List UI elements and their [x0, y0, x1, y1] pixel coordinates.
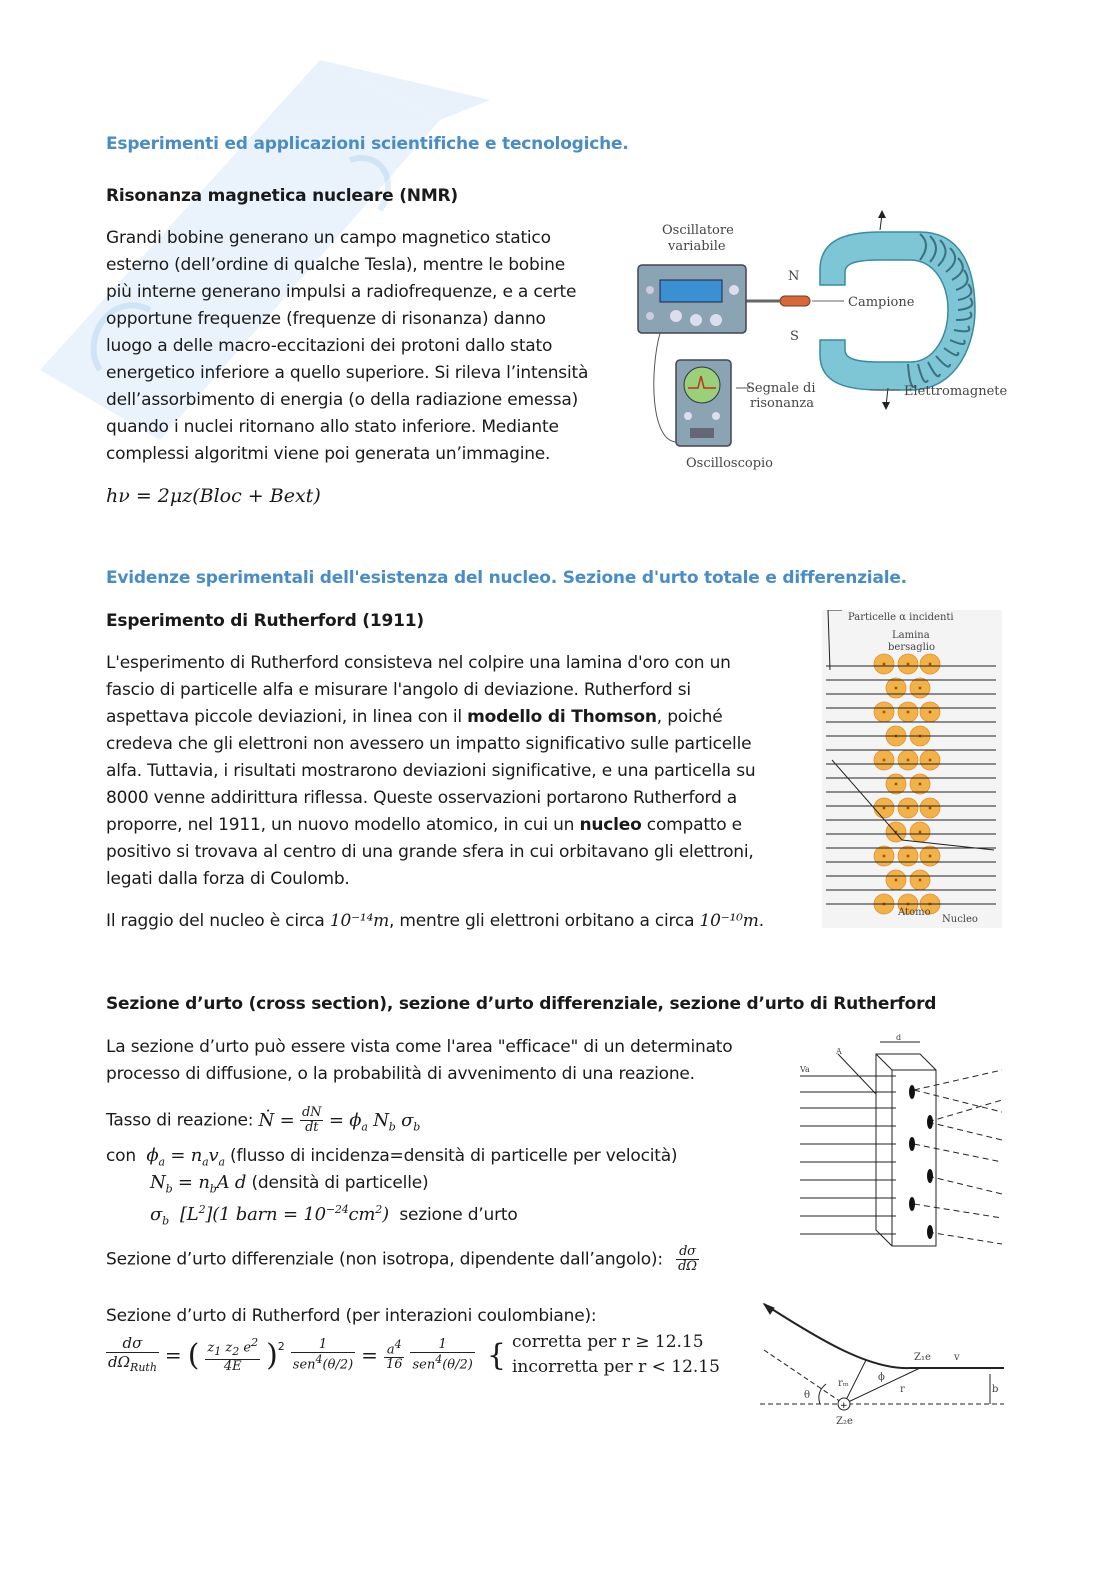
cross-intro-line: La sezione d’urto può essere vista come l'area "efficace" di un determinato [106, 1037, 733, 1057]
gold-nucleus [883, 663, 886, 666]
radius-nucleus-value: 10⁻¹⁴m [329, 911, 389, 931]
label-r: r [900, 1384, 905, 1395]
nmr-apparatus-figure [630, 210, 1010, 480]
gold-nucleus [907, 759, 910, 762]
gold-nucleus [919, 831, 922, 834]
cross-intro [106, 1034, 732, 1088]
gold-nucleus [883, 807, 886, 810]
label-nucleus: Nucleo [942, 914, 978, 925]
gold-nucleus [883, 855, 886, 858]
nmr-formula: hν = 2μz(Bloc + Bext) [106, 485, 321, 507]
nmr-line: complessi algoritmi viene poi generata un’immagine. [106, 444, 551, 464]
svg-text:+: + [840, 1401, 848, 1411]
label-area: A [836, 1047, 842, 1056]
nb-description: (densità di particelle) [251, 1173, 429, 1193]
rutherford-line: aspettava piccole deviazioni, in linea con il modello di Thomson, poiché [106, 707, 723, 727]
gold-nucleus [929, 663, 932, 666]
label-velocity: Va [800, 1065, 810, 1074]
gold-nucleus [907, 855, 910, 858]
rutherford-scattering-figure [822, 610, 1002, 928]
rutherford-line: 8000 venne addirittura riflessa. Queste osservazioni portarono Rutherford a [106, 788, 738, 808]
label-oscilloscope: Oscilloscopio [686, 456, 773, 471]
gold-nucleus [907, 711, 910, 714]
section-heading-experiments: Esperimenti ed applicazioni scientifiche e tecnologiche. [106, 134, 629, 154]
svg-text:N: N [788, 269, 800, 284]
gold-nucleus [929, 807, 932, 810]
cross-section-slab-figure [796, 1034, 1006, 1248]
rutherford-line: legati dalla forza di Coulomb. [106, 869, 350, 889]
bold-term: modello di Thomson [467, 707, 657, 727]
rutherford-title: Esperimento di Rutherford (1911) [106, 611, 424, 631]
phi-description: (flusso di incidenza=densità di particelle per velocità) [230, 1146, 678, 1166]
label-v: v [954, 1352, 960, 1363]
label-sample: Campione [848, 295, 915, 310]
gold-nucleus [895, 687, 898, 690]
label-b: b [992, 1384, 999, 1395]
gold-nucleus [883, 759, 886, 762]
nmr-line: Grandi bobine generano un campo magnetico statico [106, 228, 551, 248]
nb-line: $N_b = n_bA$ d (densità di particelle) [150, 1172, 429, 1196]
con-label: con [106, 1146, 136, 1166]
label-foil: Lamina [892, 630, 930, 641]
radius-prefix: Il raggio del nucleo è circa [106, 911, 330, 931]
label-phi: ϕ [878, 1372, 885, 1383]
gold-nucleus [919, 687, 922, 690]
label-incident: Particelle α incidenti [848, 612, 954, 623]
nmr-paragraph [106, 225, 626, 468]
label-signal-2: risonanza [750, 396, 814, 411]
rutherford-line: L'esperimento di Rutherford consisteva nel colpire una lamina d'oro con un [106, 653, 731, 673]
radius-electrons-value: 10⁻¹⁰m [699, 911, 759, 931]
reaction-rate-line [106, 1106, 420, 1140]
svg-text:S: S [790, 329, 799, 344]
gold-nucleus [895, 783, 898, 786]
rutherford-line: credeva che gli elettroni non avessero un impatto significativo sulle particelle [106, 734, 752, 754]
gold-nucleus [929, 855, 932, 858]
nmr-line: quando i nuclei ritornano allo stato inferiore. Mediante [106, 417, 559, 437]
cross-intro-line: processo di diffusione, o la probabilità di avvenimento di una reazione. [106, 1064, 695, 1084]
rutherford-line: alfa. Tuttavia, i risultati mostrarono deviazioni significative, e una particella su [106, 761, 756, 781]
bold-term: nucleo [579, 815, 642, 835]
nmr-line: luogo a delle macro-eccitazioni dei protoni dallo stato [106, 336, 553, 356]
label-oscillator: Oscillatore [662, 223, 734, 238]
label-electromagnet: Elettromagnete [904, 384, 1008, 399]
nmr-title: Risonanza magnetica nucleare (NMR) [106, 186, 459, 206]
case-incorrect: incorretta per r < 12.15 [511, 1357, 720, 1377]
gold-nucleus [907, 663, 910, 666]
label-thickness: d [896, 1034, 902, 1042]
nmr-line: opportune frequenze (frequenze di risonanza) danno [106, 309, 546, 329]
radius-suffix: . [758, 911, 764, 931]
gold-nucleus [895, 879, 898, 882]
label-atom: Atomo [898, 907, 931, 918]
rutherford-line: proporre, nel 1911, un nuovo modello atomico, in cui un nucleo compatto e [106, 815, 742, 835]
nmr-line: esterno (dell’ordine di qualche Tesla), mentre le bobine [106, 255, 565, 275]
rutherford-paragraph [106, 650, 806, 893]
label-foil-2: bersaglio [888, 642, 936, 653]
gold-nucleus [929, 711, 932, 714]
label-z1e: Z₁e [914, 1352, 931, 1363]
differential-label: Sezione d’urto differenziale (non isotropa, dipendente dall’angolo): [106, 1249, 663, 1270]
rutherford-cs-formula: $\frac{d\sigma}{d\Omega_{Ruth}}$ = ( $\frac{z_1 z_2 e^2}{4E}$ ) $^2$ $\frac{1}{sen^4(\theta/2)}$ = $\frac{a^4}{16}$ $\frac{1}{sen^4(\theta/2)}$ { corretta per r ≥ 12.15 incorretta per r < 12.15 [106, 1330, 720, 1380]
gold-nucleus [929, 759, 932, 762]
sigma-line: $\sigma_b$ $[L^2](1$ barn = $10^{-24}cm^2$) sezione d’urto [150, 1203, 518, 1228]
label-oscillator-2: variabile [668, 239, 726, 254]
sigma-description: sezione d’urto [399, 1205, 518, 1225]
nmr-line: più interne generano impulsi a radiofrequenze, e a certe [106, 282, 577, 302]
cross-section-title: Sezione d’urto (cross section), sezione d’urto differenziale, sezione d’urto di Rutherford [106, 994, 937, 1014]
label-z2e: Z₂e [836, 1416, 853, 1427]
nmr-line: dell’assorbimento di energia (o della radiazione emessa) [106, 390, 579, 410]
label-rm: rₘ [838, 1378, 849, 1389]
nucleus-radius-line [106, 908, 764, 935]
gold-nucleus [919, 879, 922, 882]
rutherford-cs-label: Sezione d’urto di Rutherford (per interazioni coulombiane): [106, 1306, 597, 1326]
radius-middle: , mentre gli elettroni orbitano a circa [389, 911, 700, 931]
case-correct: corretta per r ≥ 12.15 [511, 1332, 704, 1352]
rutherford-line: fascio di particelle alfa e misurare l'angolo di deviazione. Rutherford si [106, 680, 691, 700]
rate-label: Tasso di reazione: [106, 1110, 254, 1131]
scattering-trajectory-figure [760, 1300, 1006, 1430]
phi-line: con $\phi_a = n_av_a$ (flusso di incidenza=densità di particelle per velocità) [106, 1145, 678, 1169]
label-theta: θ [804, 1390, 811, 1401]
gold-nucleus [907, 807, 910, 810]
label-signal: Segnale di [746, 381, 816, 396]
section-heading-nucleus: Evidenze sperimentali dell'esistenza del nucleo. Sezione d'urto totale e differenziale. [106, 568, 907, 588]
nmr-line: energetico inferiore a quello superiore. Si rileva l’intensità [106, 363, 589, 383]
gold-nucleus [883, 711, 886, 714]
rate-formula: Ṅ = $\frac{dN}{dt}$ = $\phi_a$ $N_b$ $\sigma_b$ [258, 1105, 421, 1135]
gold-nucleus [919, 783, 922, 786]
differential-line: Sezione d’urto differenziale (non isotropa, dipendente dall’angolo): $\frac{d\sigma}{d\Omega}$ [106, 1244, 697, 1274]
rutherford-line: positivo si trovava al centro di una grande sfera in cui orbitavano gli elettroni, [106, 842, 754, 862]
